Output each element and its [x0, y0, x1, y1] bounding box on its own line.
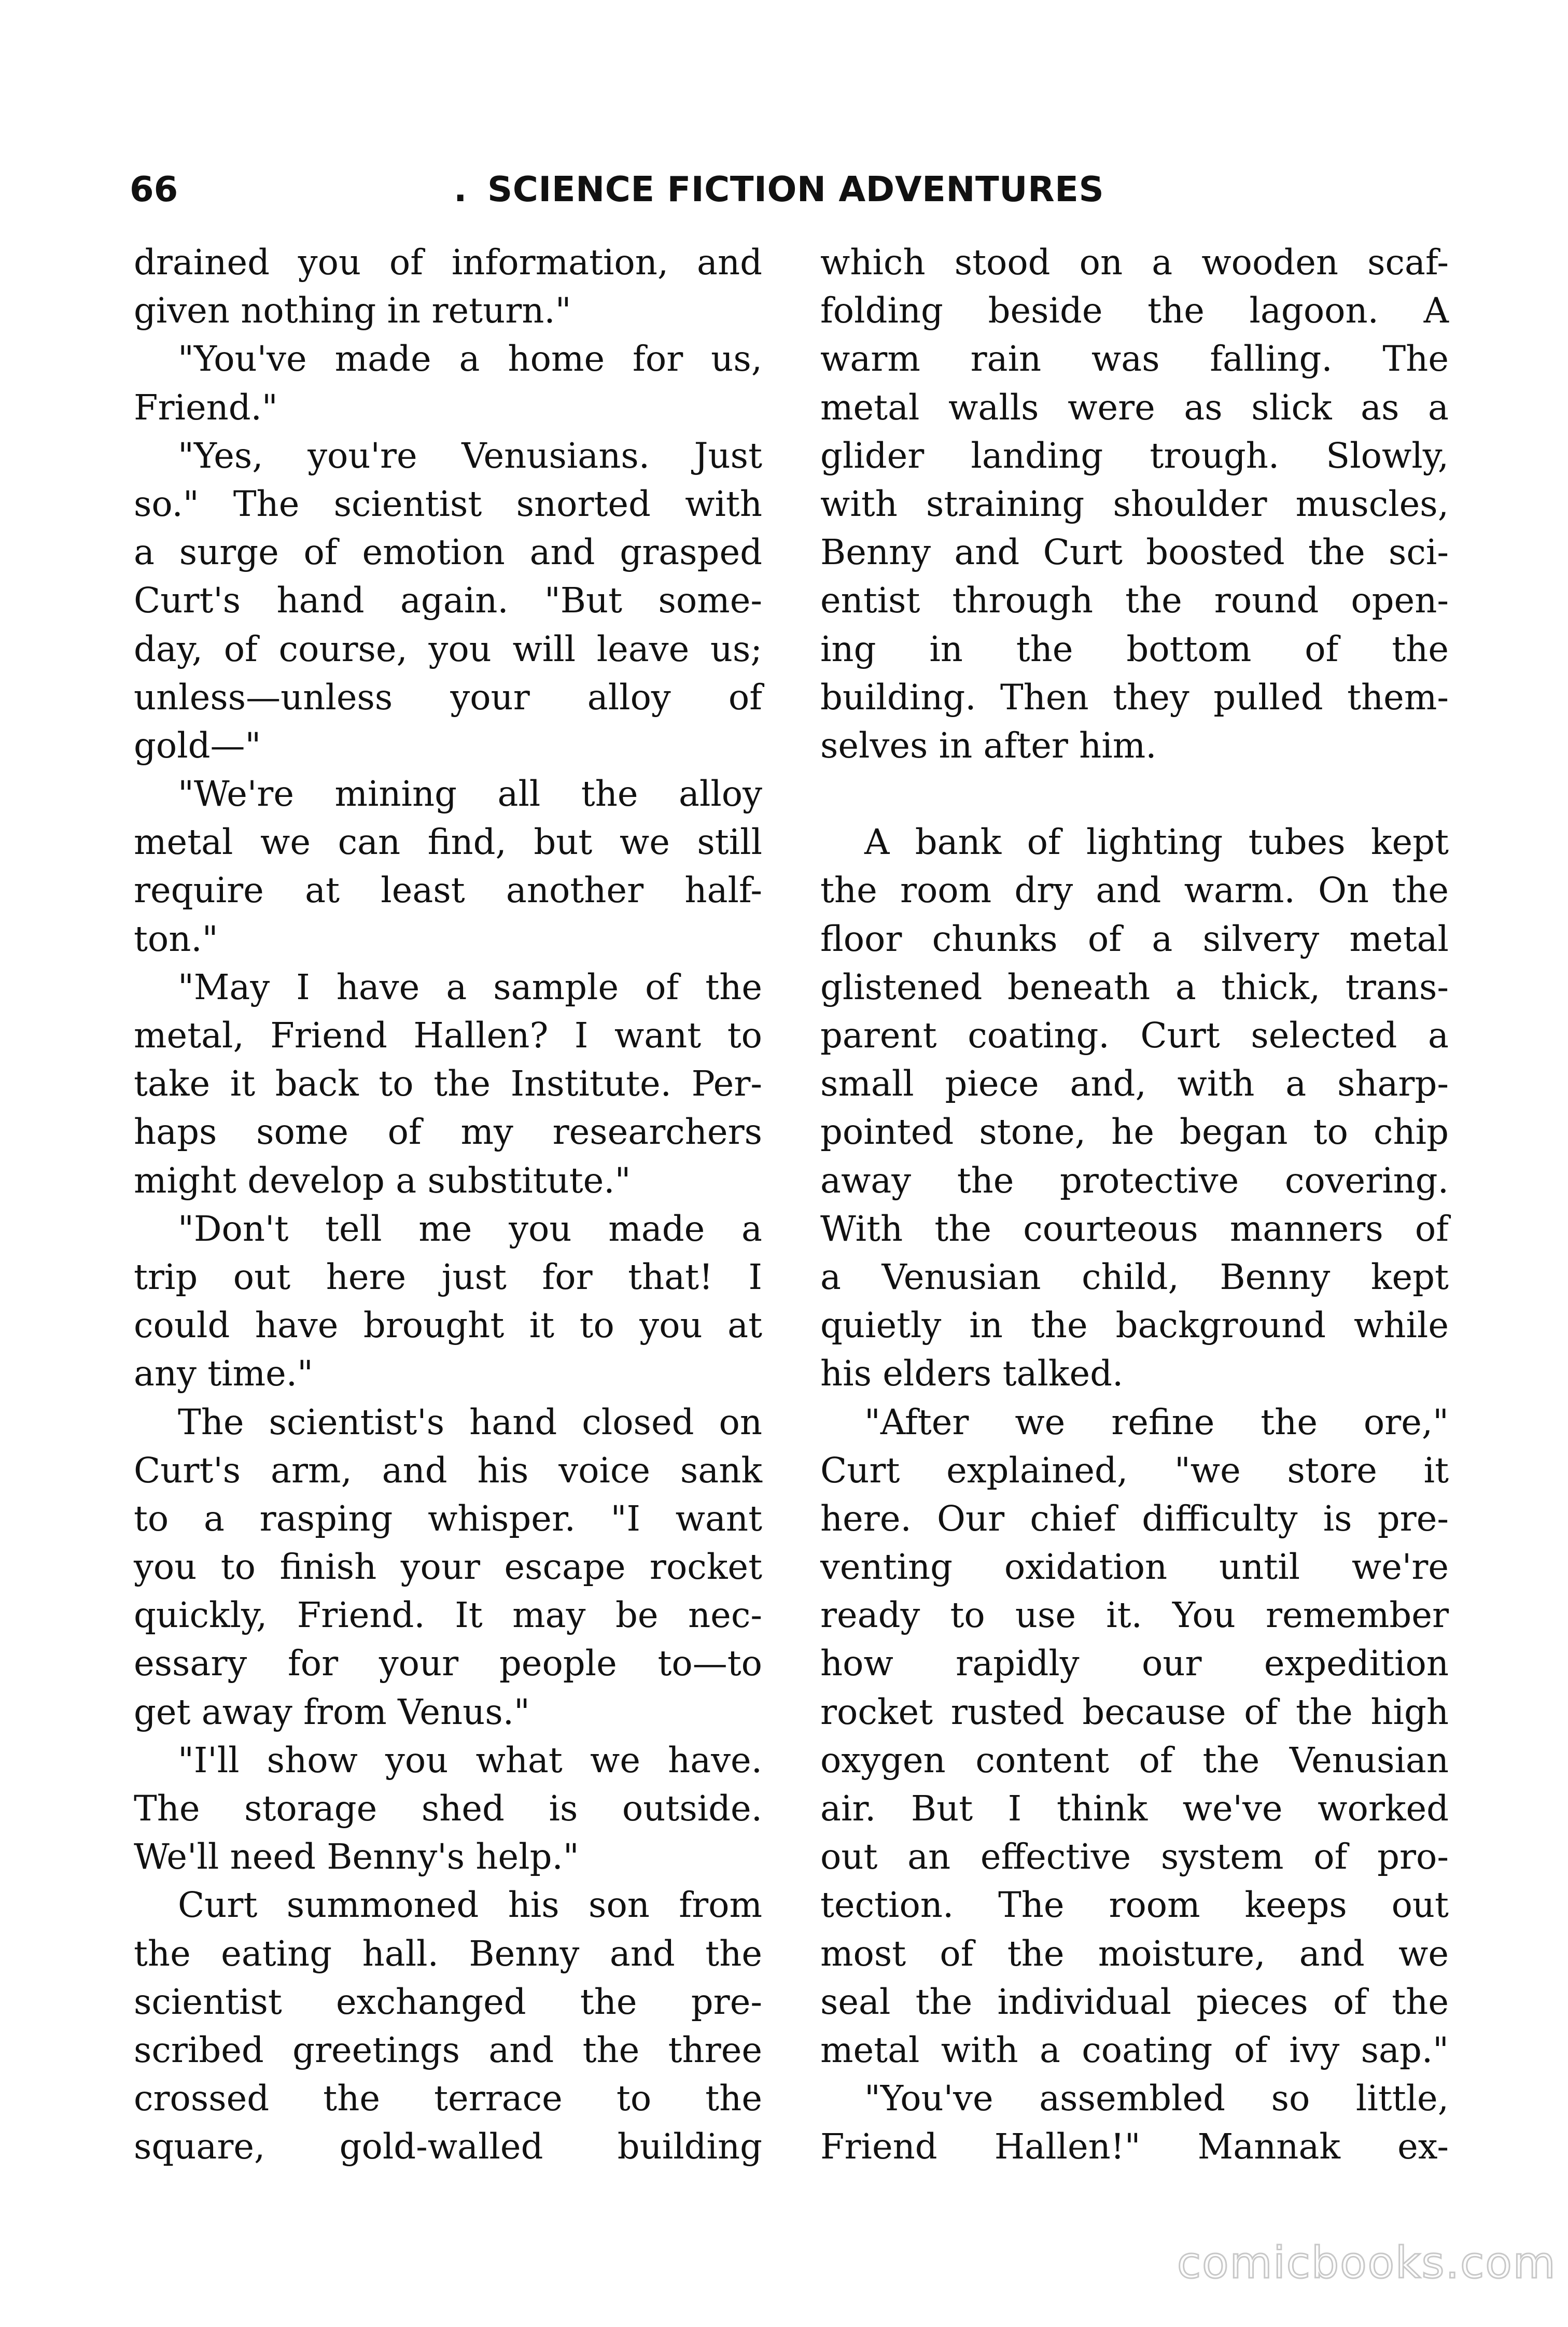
right-column-text-line: most of the moisture, and we [820, 1933, 1449, 1974]
right-column-text-line: his elders talked. [820, 1353, 1124, 1394]
right-column-text-line: the room dry and warm. On the [820, 870, 1449, 911]
page-number: 66 [130, 169, 178, 209]
right-column-text-line: quietly in the background while [820, 1305, 1449, 1346]
right-column-text-line: floor chunks of a silvery metal [820, 918, 1449, 959]
left-column-text-line: "I'll show you what we have. [178, 1740, 762, 1781]
right-column-text-line: folding beside the lagoon. A [820, 290, 1449, 331]
right-column-text-line: out an effective system of pro- [820, 1837, 1449, 1877]
right-column-text-line: glistened beneath a thick, trans- [820, 966, 1449, 1007]
left-column-text-line: "We're mining all the alloy [178, 774, 762, 815]
right-column-text-line: a Venusian child, Benny kept [820, 1256, 1449, 1297]
left-column-text-line: take it back to the Institute. Per- [134, 1063, 762, 1104]
right-column-text-line: ready to use it. You remember [820, 1595, 1449, 1636]
left-column-text-line: crossed the terrace to the [134, 2078, 762, 2119]
left-column-text-line: could have brought it to you at [134, 1305, 762, 1346]
left-column-text-line: metal, Friend Hallen? I want to [134, 1015, 762, 1056]
right-column-text-line: With the courteous manners of [820, 1208, 1449, 1249]
left-column-text-line: Curt's arm, and his voice sank [134, 1450, 762, 1491]
right-column-text-line: Friend Hallen!" Mannak ex- [820, 2126, 1449, 2167]
left-column-text-line: day, of course, you will leave us; [134, 628, 762, 669]
right-column-text-line: with straining shoulder muscles, [820, 483, 1449, 524]
right-column-text-line: which stood on a wooden scaf- [820, 242, 1449, 283]
page-header [130, 169, 1115, 221]
right-column-text-line: A bank of lighting tubes kept [864, 822, 1449, 863]
left-column-text-line: scientist exchanged the pre- [134, 1981, 762, 2022]
left-column-text-line: "You've made a home for us, [178, 339, 762, 380]
left-column-text-line: a surge of emotion and grasped [134, 532, 762, 573]
left-column-text-line: "May I have a sample of the [178, 966, 762, 1007]
left-column-text-line: quickly, Friend. It may be nec- [134, 1595, 762, 1636]
left-column-text-line: haps some of my researchers [134, 1112, 762, 1153]
right-column-text-line: warm rain was falling. The [820, 339, 1449, 380]
left-column-text-line: square, gold-walled building [134, 2126, 762, 2167]
right-column-text-line: air. But I think we've worked [820, 1788, 1449, 1829]
right-column-text-line: rocket rusted because of the high [820, 1691, 1449, 1732]
right-column-text-line: Curt explained, "we store it [820, 1450, 1449, 1491]
right-column-text-line: selves in after him. [820, 725, 1157, 766]
left-column-text-line: the eating hall. Benny and the [134, 1933, 762, 1974]
right-column-text-line: metal walls were as slick as a [820, 387, 1449, 428]
right-column-text-line: entist through the round open- [820, 580, 1449, 621]
left-column-text-line: ton." [134, 918, 218, 959]
left-column-text-line: "Don't tell me you made a [178, 1208, 762, 1249]
left-column-text-line: get away from Venus." [134, 1691, 530, 1732]
right-column-text-line: oxygen content of the Venusian [820, 1740, 1449, 1781]
left-column-text-line: you to finish your escape rocket [134, 1547, 762, 1588]
left-column-text-line: gold—" [134, 725, 261, 766]
right-column-text-line: here. Our chief difficulty is pre- [820, 1498, 1449, 1539]
right-column-text-line: pointed stone, he began to chip [820, 1112, 1449, 1153]
right-column-spacer [820, 770, 1449, 818]
right-column-text-line: metal with a coating of ivy sap." [820, 2029, 1449, 2070]
left-column [134, 239, 762, 2171]
left-column-text-line: Curt summoned his son from [178, 1885, 762, 1926]
right-column-text-line: building. Then they pulled them- [820, 677, 1449, 718]
left-column-text-line: drained you of information, and [134, 242, 762, 283]
left-column-text-line: trip out here just for that! I [134, 1256, 762, 1297]
left-column-text-line: to a rasping whisper. "I want [134, 1498, 762, 1539]
right-column-text-line: small piece and, with a sharp- [820, 1063, 1449, 1104]
left-column-text-line: We'll need Benny's help." [134, 1837, 579, 1877]
left-column-text-line: Friend." [134, 387, 278, 428]
left-column-text-line: scribed greetings and the three [134, 2029, 762, 2070]
left-column-text-line: The scientist's hand closed on [178, 1401, 762, 1442]
left-column-text-line: The storage shed is outside. [134, 1788, 762, 1829]
right-column-text-line: ing in the bottom of the [820, 628, 1449, 669]
left-column-text-line: might develop a substitute." [134, 1160, 631, 1201]
right-column-text-line: away the protective covering. [820, 1160, 1449, 1201]
right-column-text-line: Benny and Curt boosted the sci- [820, 532, 1449, 573]
running-title: SCIENCE FICTION ADVENTURES [487, 169, 1104, 209]
right-column-text-line: venting oxidation until we're [820, 1547, 1449, 1588]
right-column-text-line: seal the individual pieces of the [820, 1981, 1449, 2022]
right-column-text-line: how rapidly our expedition [820, 1643, 1449, 1684]
right-column-text-line: "You've assembled so little, [864, 2078, 1449, 2119]
left-column-text-line: metal we can find, but we still [134, 822, 762, 863]
left-column-text-line: Curt's hand again. "But some- [134, 580, 762, 621]
right-column-text-line: glider landing trough. Slowly, [820, 435, 1449, 476]
left-column-text-line: any time." [134, 1353, 313, 1394]
left-column-text-line: "Yes, you're Venusians. Just [178, 435, 762, 476]
watermark: comicbooks.com [1177, 2237, 1557, 2288]
right-column [820, 239, 1449, 2171]
header-dot: . [454, 169, 467, 209]
left-column-text-line: unless—unless your alloy of [134, 677, 762, 718]
left-column-text-line: so." The scientist snorted with [134, 483, 762, 524]
left-column-text-line: given nothing in return." [134, 290, 571, 331]
right-column-text-line: tection. The room keeps out [820, 1885, 1449, 1926]
right-column-text-line: "After we refine the ore," [864, 1401, 1449, 1442]
left-column-text-line: essary for your people to—to [134, 1643, 762, 1684]
right-column-text-line: parent coating. Curt selected a [820, 1015, 1449, 1056]
left-column-text-line: require at least another half- [134, 870, 762, 911]
